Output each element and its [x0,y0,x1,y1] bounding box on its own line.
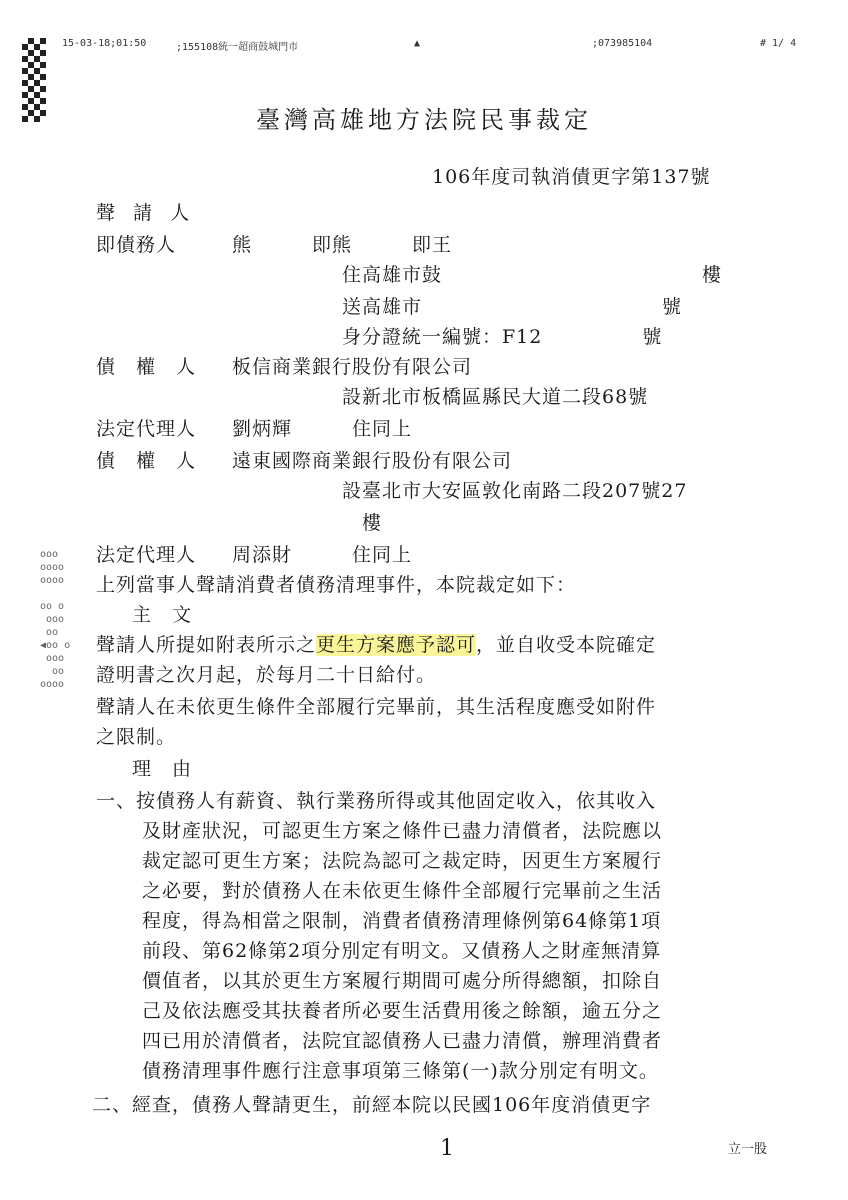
party-text: 樓 [362,512,383,534]
party-text: 周添財 住同上 [232,544,413,566]
margin-marks: ooo oooo oooo oo o ooo oo ◀oo o ooo oo oooo [40,549,71,690]
reason-line: 己及依法應受其扶養者所必要生活費用後之餘額，逾五分之 [142,1000,663,1022]
main-heading: 主 文 [132,604,193,626]
party-label: 聲 請 人 [96,202,196,224]
highlighted-text: 更生方案應予認可 [316,634,477,656]
main-line-3: 聲請人在未依更生條件全部履行完畢前，其生活程度應受如附件 [96,696,657,718]
reason-line: 及財產狀況，可認更生方案之條件已盡力清償者，法院應以 [142,820,663,842]
fax-number: ;073985104 [592,38,653,49]
main-line-1-after: ，並自收受本院確定 [476,634,657,656]
fax-marker: ▲ [414,38,421,49]
reason-line: 程度，得為相當之限制，消費者債務清理條例第64條第1項 [142,910,662,932]
party-text: 身分證統一編號：F12 號 [342,326,663,348]
main-line-2: 證明書之次月起，於每月二十日給付。 [96,664,437,686]
reason-line: 債務清理事件應行注意事項第三條第(一)款分別定有明文。 [142,1060,659,1082]
division-stamp: 立一股 [728,1142,768,1157]
reason-line: 一、按債務人有薪資、執行業務所得或其他固定收入，依其收入 [96,790,657,812]
main-line-1 [96,630,656,657]
reason-line: 四已用於清償者，法院宜認債務人已盡力清償，辦理消費者 [142,1030,663,1052]
party-text: 劉炳輝 住同上 [232,418,413,440]
party-text: 板信商業銀行股份有限公司 [232,356,473,378]
reason-line: 之必要，對於債務人在未依更生條件全部履行完畢前之生活 [142,880,663,902]
page-number: 1 [440,1136,454,1161]
main-line-1-before: 聲請人所提如附表所示之 [96,634,317,656]
reason-line: 前段、第62條第2項分別定有明文。又債務人之財產無清算 [142,940,662,962]
party-text: 遠東國際商業銀行股份有限公司 [232,450,513,472]
party-label: 法定代理人 [96,418,197,440]
reason-line: 價值者，以其於更生方案履行期間可處分所得總額，扣除自 [142,970,663,992]
fax-sender: ;155108統一超商鼓城門市 [176,42,299,53]
reason-heading: 理 由 [132,758,193,780]
case-number: 106年度司執消債更字第137號 [432,166,711,188]
party-text: 熊 即熊 即王 [232,234,453,256]
party-text: 設臺北市大安區敦化南路二段207號27 [342,480,688,502]
reason-line: 裁定認可更生方案；法院為認可之裁定時，因更生方案履行 [142,850,663,872]
reason-line: 二、經查，債務人聲請更生，前經本院以民國106年度消債更字 [92,1094,652,1116]
party-text: 送高雄市 號 [342,296,683,318]
document-title: 臺灣高雄地方法院民事裁定 [256,106,592,134]
fax-datetime: 15-03-18;01:50 [62,38,147,49]
party-text: 設新北市板橋區縣民大道二段68號 [342,386,649,408]
main-line-4: 之限制。 [96,726,177,748]
intro-line: 上列當事人聲請消費者債務清理事件，本院裁定如下： [96,574,577,596]
party-label: 債 權 人 [96,356,197,378]
party-label: 法定代理人 [96,544,197,566]
party-label: 即債務人 [96,234,177,256]
party-label: 債 權 人 [96,450,197,472]
fax-page: # 1/ 4 [760,38,797,49]
party-text: 住高雄市鼓 樓 [342,264,723,286]
